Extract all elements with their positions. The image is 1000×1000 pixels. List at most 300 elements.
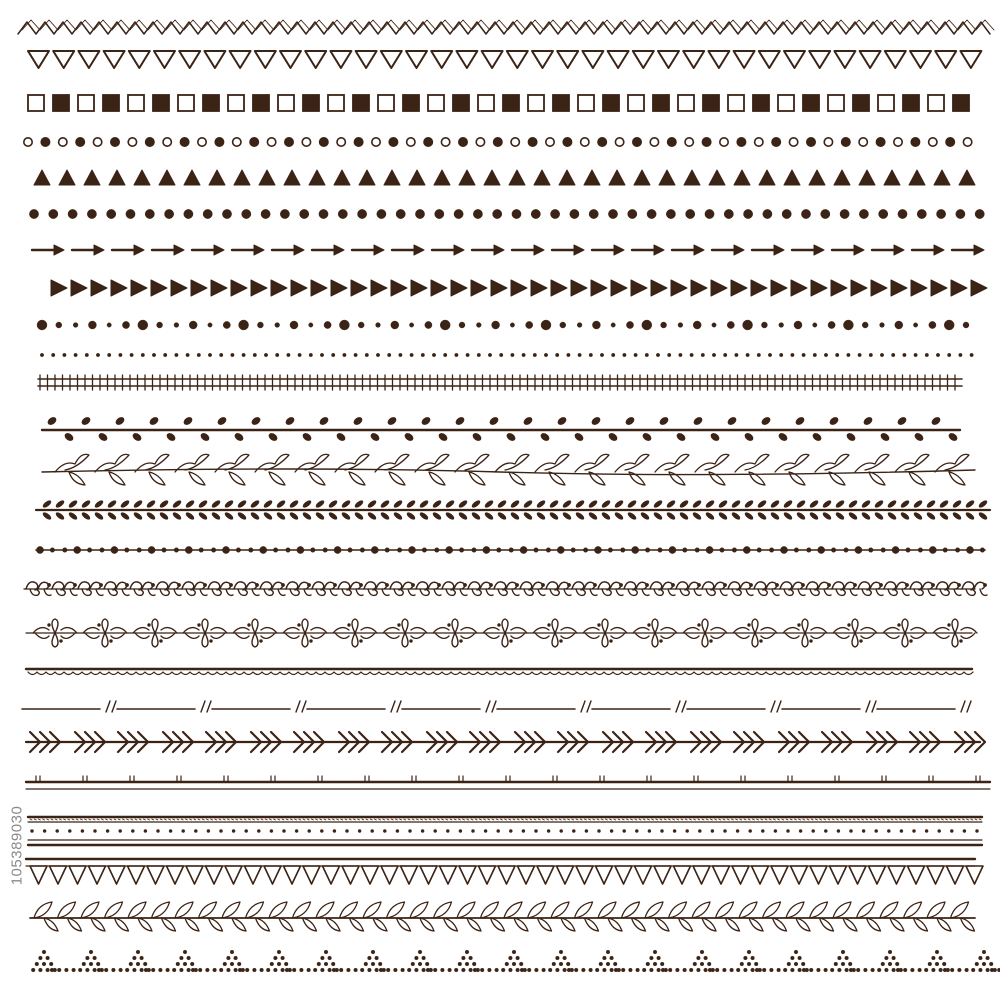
- arrow-stroke: [654, 245, 664, 255]
- beaded-line-stroke: [483, 546, 490, 553]
- swirl-ornament-stroke: [602, 589, 623, 595]
- leaf-vine-stroke: [472, 432, 483, 442]
- beaded-line-stroke: [881, 548, 886, 553]
- beaded-line-stroke: [955, 548, 960, 553]
- double-band-dot-stroke: [324, 819, 326, 820]
- square-alternating-stroke: [928, 95, 944, 111]
- double-band-dot-stroke: [832, 819, 834, 820]
- double-band-dot-stroke: [971, 819, 973, 820]
- double-band-dot-stroke: [303, 819, 305, 820]
- outline-leaf-vine-stroke: [749, 918, 763, 931]
- arrow-stroke: [214, 245, 224, 255]
- dot-stroke: [242, 209, 251, 218]
- dashed-slash-border: [22, 701, 971, 712]
- leafy-branch-stroke: [276, 511, 286, 520]
- beaded-line-stroke: [695, 548, 700, 553]
- dot-triangle-stroke: [582, 968, 586, 972]
- leafy-branch-stroke: [874, 499, 884, 508]
- dot-triangle-stroke: [488, 968, 492, 972]
- outline-leaf-branch-stroke: [109, 472, 125, 485]
- double-band-dot-stroke: [156, 829, 159, 832]
- dot-triangle-stroke: [636, 968, 640, 972]
- beaded-line-stroke: [311, 548, 316, 553]
- beaded-line-stroke: [757, 548, 762, 553]
- dot-triangle-stroke: [864, 968, 868, 972]
- swirl-ornament-stroke: [30, 589, 51, 595]
- leafy-branch-stroke: [406, 511, 416, 520]
- dot-triangle-stroke: [237, 962, 241, 966]
- small-dot-stroke: [119, 353, 123, 357]
- dot-stroke: [879, 209, 888, 218]
- double-band-dot-stroke: [332, 819, 334, 820]
- small-dot-stroke: [589, 353, 593, 357]
- leafy-branch-stroke: [757, 499, 767, 508]
- double-band-dot-stroke: [93, 829, 96, 832]
- dot-triangle-stroke: [798, 956, 802, 960]
- double-band-dot-stroke: [967, 819, 969, 820]
- dot-triangle-stroke: [512, 962, 516, 966]
- small-dot-stroke: [959, 353, 963, 357]
- dashed-slash-stroke: [961, 701, 965, 712]
- leafy-branch-stroke: [549, 511, 559, 520]
- play-triangle-stroke: [651, 280, 667, 296]
- dot-triangle-stroke: [896, 968, 900, 972]
- beaded-line-stroke: [50, 548, 55, 553]
- play-triangle-stroke: [591, 280, 607, 296]
- dot-triangle-stroke: [375, 968, 379, 972]
- leaf-vine-stroke: [64, 432, 75, 442]
- outline-leaf-vine-stroke: [185, 918, 199, 931]
- double-band-dot-stroke: [933, 819, 935, 820]
- beaded-line-stroke: [408, 546, 415, 553]
- leafy-branch-stroke: [315, 499, 325, 508]
- double-band-dot-stroke: [295, 819, 297, 820]
- triangle-solid-stroke: [259, 170, 275, 185]
- beaded-line-stroke: [929, 546, 936, 553]
- flourish-stroke: [47, 623, 50, 626]
- dot-triangle-stroke: [979, 956, 983, 960]
- double-band-dot-stroke: [664, 819, 666, 820]
- leafy-branch-stroke: [965, 499, 975, 508]
- double-band-dot-stroke: [689, 819, 691, 820]
- play-triangle-stroke: [71, 280, 87, 296]
- circle-alternating-stroke: [215, 138, 223, 146]
- swirl-ornament-stroke: [862, 589, 883, 595]
- dashed-slash-stroke: [201, 701, 205, 712]
- double-band-dot-stroke: [119, 829, 122, 832]
- leafy-branch-stroke: [341, 511, 351, 520]
- circle-alternating-stroke: [198, 138, 206, 146]
- double-band-dot-stroke: [484, 829, 487, 832]
- dot-triangle-stroke: [89, 962, 93, 966]
- swirl-ornament-stroke: [359, 583, 363, 587]
- dot-triangle-stroke: [574, 968, 578, 972]
- triangle-solid-stroke: [309, 170, 325, 185]
- swirl-ornament-stroke: [186, 589, 207, 595]
- leafy-branch-stroke: [718, 511, 728, 520]
- arrow-stroke: [54, 245, 64, 255]
- double-band-dot-stroke: [127, 819, 129, 820]
- small-dot-stroke: [611, 353, 615, 357]
- small-dot-stroke: [376, 353, 380, 357]
- leaf-vine-stroke: [421, 416, 432, 426]
- bunting-stroke: [498, 866, 515, 884]
- swirl-ornament-stroke: [645, 583, 649, 587]
- leafy-branch-stroke: [679, 511, 689, 520]
- play-triangle-stroke: [411, 280, 427, 296]
- dot-triangle-stroke: [661, 968, 665, 972]
- double-band-dot-stroke: [497, 829, 500, 832]
- square-alternating-stroke: [353, 95, 369, 111]
- beaded-line-stroke: [185, 546, 192, 553]
- leaf-vine-stroke: [710, 432, 721, 442]
- swirl-ornament-stroke: [125, 583, 129, 587]
- varied-dot-stroke: [107, 323, 111, 327]
- arrow-stroke: [174, 245, 184, 255]
- bunting-stroke: [89, 866, 106, 884]
- double-band-dot-stroke: [715, 819, 717, 820]
- dot-border: [29, 209, 984, 218]
- outline-leaf-vine-stroke: [937, 918, 951, 931]
- double-band-dot-stroke: [475, 819, 477, 820]
- dot-triangle-stroke: [230, 950, 234, 954]
- triangle-outline-stroke: [129, 51, 150, 68]
- leafy-branch-stroke: [692, 511, 702, 520]
- dot-stroke: [261, 209, 270, 218]
- triangle-outline-stroke: [507, 51, 528, 68]
- square-alternating-stroke: [678, 95, 694, 111]
- scallop-line-border: [26, 669, 973, 675]
- circle-alternating-stroke: [650, 138, 658, 146]
- beaded-line-stroke: [422, 548, 427, 553]
- leaf-vine-stroke: [795, 416, 806, 426]
- varied-dot-stroke: [727, 321, 734, 328]
- bunting-stroke: [186, 866, 203, 884]
- dot-triangle-stroke: [292, 968, 296, 972]
- play-triangle-stroke: [311, 280, 327, 296]
- small-dot-stroke: [85, 353, 89, 357]
- swirl-ornament-stroke: [914, 589, 935, 595]
- swirl-ornament-stroke: [437, 583, 441, 587]
- dot-triangle-stroke: [595, 968, 599, 972]
- leafy-branch-stroke: [614, 499, 624, 508]
- leafy-branch-stroke: [744, 511, 754, 520]
- play-triangle-stroke: [891, 280, 907, 296]
- flourish-stroke: [809, 639, 812, 642]
- dot-triangle-stroke: [371, 950, 375, 954]
- leafy-branch-stroke: [601, 511, 611, 520]
- triangle-outline-stroke: [885, 51, 906, 68]
- triangle-outline-stroke: [860, 51, 881, 68]
- flourish-stroke: [347, 623, 350, 626]
- varied-dot-stroke: [828, 321, 835, 328]
- dot-triangle-stroke: [198, 968, 202, 972]
- dot-triangle-stroke: [245, 968, 249, 972]
- dot-triangle-stroke: [136, 962, 140, 966]
- swirl-ornament-stroke: [177, 583, 181, 587]
- dot-triangle-stroke: [888, 950, 892, 954]
- dot-triangle-stroke: [281, 968, 285, 972]
- dot-stroke: [724, 209, 733, 218]
- bunting-stroke: [401, 866, 418, 884]
- dot-triangle-stroke: [183, 962, 187, 966]
- leafy-branch-stroke: [432, 499, 442, 508]
- double-band-dot-stroke: [257, 829, 260, 832]
- dot-triangle-stroke: [730, 968, 734, 972]
- triangle-outline-stroke: [784, 51, 805, 68]
- outline-leaf-vine-stroke: [138, 918, 152, 931]
- varied-dot-stroke: [541, 320, 551, 330]
- dot-triangle-stroke: [415, 968, 419, 972]
- dot-triangle-stroke: [426, 968, 430, 972]
- triangle-solid-stroke: [209, 170, 225, 185]
- leafy-branch-stroke: [731, 511, 741, 520]
- dot-triangle-stroke: [328, 956, 332, 960]
- double-band-dot-stroke: [622, 819, 624, 820]
- flourish-stroke: [159, 639, 162, 642]
- outline-leaf-branch-stroke: [309, 472, 325, 485]
- dot-triangle-stroke: [509, 968, 513, 972]
- dot-triangle-stroke: [892, 956, 896, 960]
- play-triangle-stroke: [251, 280, 267, 296]
- double-band-dot-stroke: [270, 829, 273, 832]
- double-band-dot-stroke: [416, 819, 418, 820]
- bunting-stroke: [284, 866, 301, 884]
- double-band-dot-stroke: [803, 819, 805, 820]
- leaf-vine-stroke: [506, 432, 517, 442]
- beaded-line-stroke: [608, 548, 613, 553]
- double-band-dot-stroke: [526, 819, 528, 820]
- swirl-ornament-stroke: [342, 589, 363, 595]
- small-dot-stroke: [264, 353, 268, 357]
- dot-triangle-stroke: [238, 968, 242, 972]
- double-band-dot-stroke: [517, 819, 519, 820]
- double-band-dot-stroke: [215, 819, 217, 820]
- double-band-dot-stroke: [660, 829, 663, 832]
- dot-stroke: [87, 209, 96, 218]
- swirl-ornament-stroke: [888, 589, 909, 595]
- double-band-dot-stroke: [685, 819, 687, 820]
- varied-dot-stroke: [208, 323, 212, 327]
- double-band-dot-stroke: [962, 819, 964, 820]
- triangle-outline-stroke: [330, 51, 351, 68]
- double-band-dot-stroke: [824, 819, 826, 820]
- dot-triangle-stroke: [629, 968, 633, 972]
- leaf-vine-stroke: [285, 416, 296, 426]
- double-band-dot-stroke: [446, 819, 448, 820]
- beaded-line-stroke: [844, 548, 849, 553]
- varied-dot-stroke: [309, 323, 313, 327]
- triangle-solid-stroke: [934, 170, 950, 185]
- dot-triangle-stroke: [762, 968, 766, 972]
- dot-triangle-stroke: [270, 962, 274, 966]
- double-band-dot-stroke: [597, 819, 599, 820]
- dashed-slash-stroke: [682, 701, 686, 712]
- play-triangle-stroke: [191, 280, 207, 296]
- beaded-line-stroke: [360, 548, 365, 553]
- triangle-outline-stroke: [960, 51, 981, 68]
- double-band-dot-stroke: [937, 819, 939, 820]
- varied-dot-stroke: [880, 323, 885, 328]
- triangle-solid-stroke: [684, 170, 700, 185]
- flourish-stroke: [859, 639, 862, 642]
- flourish-stroke: [947, 623, 950, 626]
- triangle-solid-border: [34, 170, 975, 185]
- bunting-stroke: [303, 866, 320, 884]
- play-triangle-stroke: [611, 280, 627, 296]
- beaded-line-stroke: [100, 548, 105, 553]
- small-dot-stroke: [679, 353, 683, 357]
- double-band-dot-stroke: [488, 819, 490, 820]
- dot-triangle-stroke: [736, 968, 740, 972]
- double-band-dot-stroke: [920, 819, 922, 820]
- outline-leaf-vine-stroke: [44, 918, 58, 931]
- triangle-outline-stroke: [204, 51, 225, 68]
- triangle-solid-stroke: [134, 170, 150, 185]
- dot-triangle-stroke: [621, 968, 625, 972]
- dot-triangle-stroke: [180, 968, 184, 972]
- leafy-branch-stroke: [731, 499, 741, 508]
- dot-triangle-stroke: [166, 968, 170, 972]
- dot-triangle-stroke: [566, 962, 570, 966]
- leafy-branch-stroke: [250, 511, 260, 520]
- triangle-solid-stroke: [284, 170, 300, 185]
- leafy-branch-stroke: [354, 511, 364, 520]
- double-band-dot-stroke: [412, 819, 414, 820]
- leafy-branch-stroke: [497, 499, 507, 508]
- outline-leaf-vine-stroke: [961, 918, 975, 931]
- dot-triangle-stroke: [610, 968, 614, 972]
- double-band-dot-stroke: [194, 819, 196, 820]
- double-band-dot-stroke: [471, 829, 474, 832]
- leafy-branch-stroke: [939, 511, 949, 520]
- leafy-branch-stroke: [588, 511, 598, 520]
- dot-triangle-stroke: [307, 968, 311, 972]
- dot-triangle-stroke: [824, 968, 828, 972]
- double-band-dot-stroke: [853, 819, 855, 820]
- double-band-dot-stroke: [509, 829, 512, 832]
- bunting-stroke: [30, 866, 47, 884]
- dot-triangle-stroke: [535, 968, 539, 972]
- leafy-branch-stroke: [562, 499, 572, 508]
- leaf-vine-stroke: [540, 432, 551, 442]
- swirl-ornament-stroke: [706, 589, 727, 595]
- double-band-dot-stroke: [652, 819, 654, 820]
- double-band-dot-stroke: [580, 819, 582, 820]
- swirl-ornament-stroke: [73, 583, 77, 587]
- leafy-branch-stroke: [185, 511, 195, 520]
- double-band-dot-stroke: [794, 819, 796, 820]
- dot-triangle-stroke: [422, 956, 426, 960]
- double-band-dot-stroke: [857, 819, 859, 820]
- leaf-vine-stroke: [336, 432, 347, 442]
- flourish-stroke: [909, 639, 912, 642]
- flourish-stroke: [547, 623, 550, 626]
- circle-alternating-stroke: [772, 138, 780, 146]
- double-line-tick-border: [26, 776, 990, 789]
- small-dot-stroke: [623, 353, 627, 357]
- outline-leaf-branch-stroke: [735, 454, 769, 472]
- double-band-dot-stroke: [731, 819, 733, 820]
- triangle-outline-stroke: [809, 51, 830, 68]
- small-dot-stroke: [466, 353, 470, 357]
- flourish-border: [26, 619, 977, 647]
- double-band-dot-stroke: [954, 819, 956, 820]
- double-band-dot-stroke: [677, 819, 679, 820]
- dot-triangle-stroke: [791, 968, 795, 972]
- small-dot-stroke: [130, 353, 134, 357]
- small-dot-stroke: [600, 353, 604, 357]
- dot-stroke: [840, 209, 849, 218]
- dot-triangle-stroke: [559, 950, 563, 954]
- double-band-dot-stroke: [623, 829, 626, 832]
- dot-triangle-stroke: [260, 968, 264, 972]
- dot-triangle-stroke: [817, 968, 821, 972]
- double-band-dot-stroke: [668, 819, 670, 820]
- small-dot-stroke: [74, 353, 78, 357]
- triangle-solid-stroke: [559, 170, 575, 185]
- varied-dot-stroke: [678, 323, 683, 328]
- circle-alternating-stroke: [111, 138, 119, 146]
- play-triangle-stroke: [911, 280, 927, 296]
- play-triangle-stroke: [391, 280, 407, 296]
- beaded-line-stroke: [87, 548, 92, 553]
- bunting-stroke: [420, 866, 437, 884]
- play-triangle-stroke: [211, 280, 227, 296]
- leaf-vine-stroke: [370, 432, 381, 442]
- dot-triangle-stroke: [888, 962, 892, 966]
- dot-triangle-stroke: [219, 968, 223, 972]
- dot-triangle-stroke: [838, 956, 842, 960]
- beaded-line-stroke: [211, 548, 216, 553]
- dot-triangle-stroke: [606, 962, 610, 966]
- double-band-dot-stroke: [706, 819, 708, 820]
- swirl-ornament-stroke: [732, 589, 753, 595]
- beaded-line-stroke: [111, 546, 118, 553]
- leafy-branch-stroke: [913, 511, 923, 520]
- play-triangle-stroke: [491, 280, 507, 296]
- leafy-branch-stroke: [289, 511, 299, 520]
- dot-triangle-stroke: [567, 968, 571, 972]
- beaded-line-stroke: [794, 548, 799, 553]
- beaded-line-stroke: [273, 548, 278, 553]
- double-band-dot-stroke: [299, 819, 301, 820]
- play-triangle-stroke: [51, 280, 67, 296]
- dot-triangle-stroke: [986, 968, 990, 972]
- play-triangle-stroke: [271, 280, 287, 296]
- double-band-dot-stroke: [232, 829, 235, 832]
- small-dot-stroke: [477, 353, 481, 357]
- square-alternating-stroke: [528, 95, 544, 111]
- dot-triangle-stroke: [274, 956, 278, 960]
- leaf-vine-stroke: [81, 416, 92, 426]
- dot-triangle-stroke: [794, 962, 798, 966]
- double-band-dot-stroke: [118, 819, 120, 820]
- flourish-stroke: [309, 639, 312, 642]
- leafy-branch-stroke: [445, 499, 455, 508]
- dashed-slash-stroke: [391, 701, 395, 712]
- outline-leaf-vine-stroke: [598, 902, 616, 918]
- leaf-vine-stroke: [659, 416, 670, 426]
- double-band-dot-stroke: [547, 829, 550, 832]
- double-band-dot-stroke: [824, 829, 827, 832]
- dot-triangle-stroke: [285, 968, 289, 972]
- varied-dot-stroke: [779, 323, 784, 328]
- double-band-dot-stroke: [253, 819, 255, 820]
- dot-triangle-stroke: [754, 962, 758, 966]
- play-triangle-stroke: [971, 280, 987, 296]
- outline-leaf-branch-stroke: [575, 454, 609, 472]
